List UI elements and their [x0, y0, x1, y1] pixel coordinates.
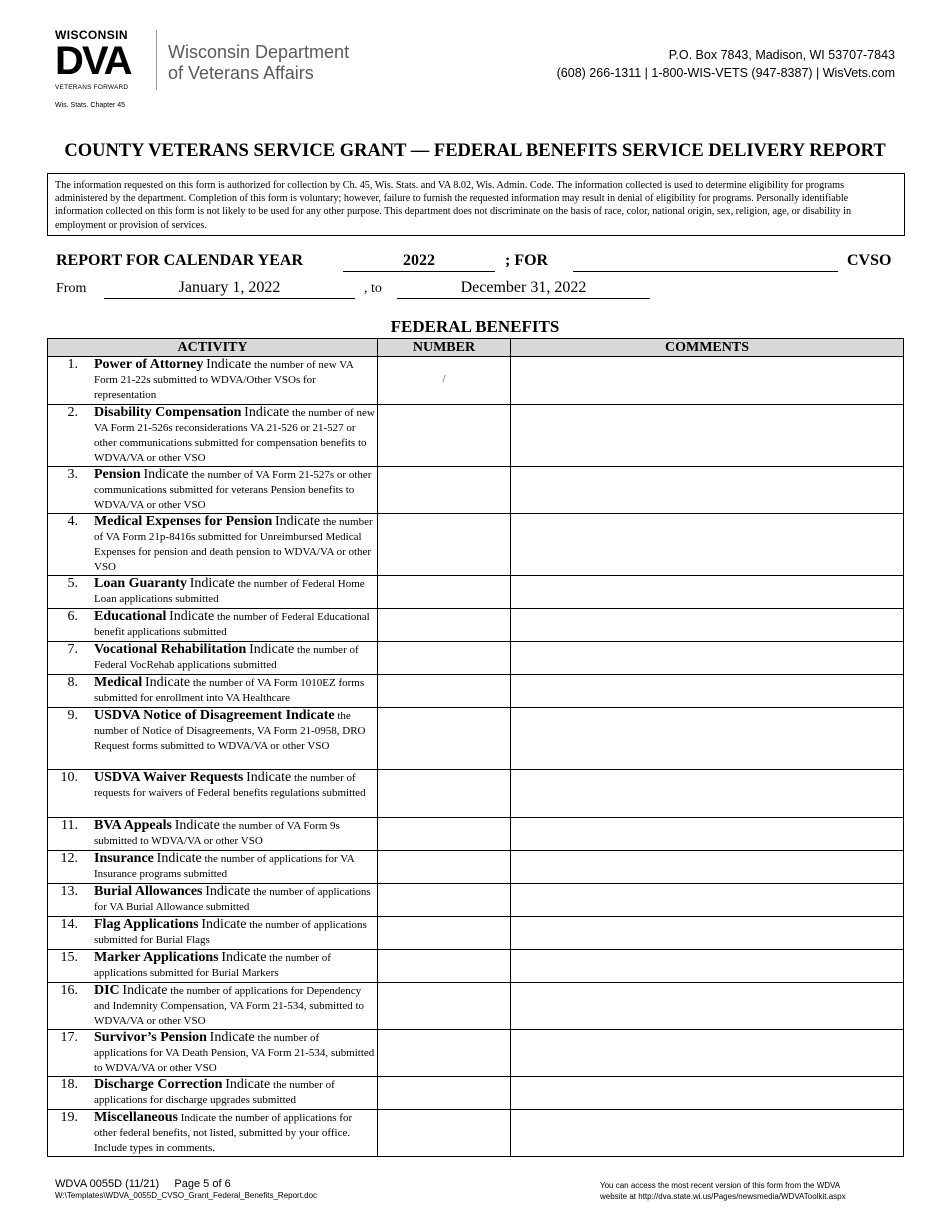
row-number: 18.	[60, 1077, 78, 1092]
activity-name: Disability Compensation	[94, 405, 242, 420]
comments-cell[interactable]	[511, 642, 904, 675]
activity-description: the number of Federal VocRehab applications submitted	[94, 644, 359, 671]
number-cell[interactable]	[378, 675, 511, 708]
activity-cell	[48, 609, 378, 642]
activity-name: Burial Allowances	[94, 884, 203, 899]
comments-cell[interactable]	[511, 609, 904, 642]
comments-column-header: COMMENTS	[511, 339, 904, 357]
logo-dva-text: DVA	[55, 39, 131, 83]
comments-cell[interactable]	[511, 405, 904, 467]
activity-cell	[48, 917, 378, 950]
logo-state-text: WISCONSIN	[55, 28, 128, 42]
table-row	[48, 675, 904, 708]
activity-cell	[48, 357, 378, 405]
activity-column-header: ACTIVITY	[48, 339, 378, 357]
number-cell[interactable]	[378, 917, 511, 950]
activity-indicate: Indicate	[249, 642, 295, 657]
comments-cell[interactable]	[511, 1030, 904, 1077]
form-access-note	[600, 1180, 846, 1202]
cvso-county-field[interactable]	[573, 252, 838, 272]
activity-description: the number of applications for VA Death Pension, VA Form 21-534, submitted to WDVA/VA or other VSO	[94, 1032, 375, 1074]
comments-cell[interactable]	[511, 1077, 904, 1110]
activity-description: the number of applications for Dependency and Indemnity Compensation, VA Form 21-534, submitted to WDVA/VA or other VSO	[94, 985, 365, 1027]
activity-indicate: Indicate	[122, 983, 168, 998]
number-cell[interactable]	[378, 1077, 511, 1110]
comments-cell[interactable]	[511, 818, 904, 851]
table-row	[48, 576, 904, 609]
row-number: 16.	[60, 983, 78, 998]
table-row	[48, 1077, 904, 1110]
comments-cell[interactable]	[511, 770, 904, 818]
template-path: W:\Templates\WDVA_0055D_CVSO_Grant_Federal_Benefits_Report.doc	[55, 1191, 318, 1200]
row-number: 5.	[67, 576, 78, 591]
row-number: 14.	[60, 917, 78, 932]
activity-cell	[48, 514, 378, 576]
activity-cell	[48, 884, 378, 917]
calendar-year-label: REPORT FOR CALENDAR YEAR	[56, 252, 304, 269]
activity-description: the number of VA Form 1010EZ forms submitted for enrollment into VA Healthcare	[94, 677, 365, 704]
activity-cell	[48, 950, 378, 983]
activity-name: BVA Appeals	[94, 818, 172, 833]
comments-cell[interactable]	[511, 950, 904, 983]
activity-name: Marker Applications	[94, 950, 219, 965]
from-label: From	[56, 281, 87, 296]
activity-description: the number of Notice of Disagreements, VA Form 21-0958, DRO Request forms submitted to WDVA/VA or other VSO	[94, 710, 366, 752]
activity-name: USDVA Waiver Requests	[94, 770, 244, 785]
form-title: COUNTY VETERANS SERVICE GRANT — FEDERAL BENEFITS SERVICE DELIVERY REPORT	[64, 141, 886, 161]
activity-name: Flag Applications	[94, 917, 199, 932]
number-cell[interactable]	[378, 514, 511, 576]
activity-description: the number of applications for VA Insurance programs submitted	[94, 853, 355, 880]
activity-description: the number of new VA Form 21-22s submitted to WDVA/Other VSOs for representation	[94, 359, 354, 401]
activity-description: Indicate the number of applications for other federal benefits, not listed, submitted by your office. Include types in comments.	[94, 1112, 353, 1154]
federal-benefits-table	[47, 338, 904, 1157]
table-row	[48, 642, 904, 675]
activity-indicate: Indicate	[209, 1030, 255, 1045]
table-row	[48, 514, 904, 576]
comments-cell[interactable]	[511, 1110, 904, 1157]
activity-indicate: Indicate	[225, 1077, 271, 1092]
row-number: 15.	[60, 950, 78, 965]
to-date-field[interactable]: December 31, 2022	[397, 279, 650, 299]
activity-name: Vocational Rehabilitation	[94, 642, 247, 657]
table-row	[48, 1110, 904, 1157]
activity-name: DIC	[94, 983, 120, 998]
table-row	[48, 357, 904, 405]
wdva-logo	[55, 28, 145, 112]
number-cell[interactable]	[378, 1110, 511, 1157]
row-number: 9.	[67, 708, 78, 723]
activity-indicate: Indicate	[221, 950, 267, 965]
activity-cell	[48, 851, 378, 884]
table-row	[48, 884, 904, 917]
table-header-row	[48, 339, 904, 357]
phone-and-website: (608) 266-1311 | 1-800-WIS-VETS (947-8387) | WisVets.com	[556, 66, 895, 80]
number-cell[interactable]	[378, 357, 511, 405]
activity-indicate: Indicate	[246, 770, 292, 785]
page-number: Page 5 of 6	[174, 1178, 231, 1190]
number-cell[interactable]	[378, 576, 511, 609]
number-cell[interactable]	[378, 708, 511, 770]
row-number: 6.	[67, 609, 78, 624]
activity-cell	[48, 405, 378, 467]
number-cell[interactable]	[378, 884, 511, 917]
number-cell[interactable]	[378, 770, 511, 818]
number-cell[interactable]	[378, 1030, 511, 1077]
activity-description: the number of Federal Educational benefit applications submitted	[94, 611, 370, 638]
activity-description: the number of applications for VA Burial Allowance submitted	[94, 886, 371, 913]
activity-name: Pension	[94, 467, 141, 482]
row-number: 10.	[60, 770, 78, 785]
number-cell[interactable]	[378, 642, 511, 675]
table-row	[48, 818, 904, 851]
activity-cell	[48, 576, 378, 609]
table-row	[48, 708, 904, 770]
number-cell[interactable]	[378, 983, 511, 1030]
department-line-2: of Veterans Affairs	[168, 63, 314, 83]
activity-cell	[48, 1110, 378, 1157]
calendar-year-field[interactable]: 2022	[343, 252, 495, 272]
access-line-2: website at http://dva.state.wi.us/Pages/newsmedia/WDVAToolkit.aspx	[600, 1192, 846, 1201]
activity-description: the number of applications submitted for Burial Flags	[94, 919, 367, 946]
activity-cell	[48, 770, 378, 818]
activity-name: Loan Guaranty	[94, 576, 187, 591]
logo-divider	[156, 30, 157, 90]
activity-cell	[48, 675, 378, 708]
activity-description: the number of Federal Home Loan applications submitted	[94, 578, 365, 605]
for-label: ; FOR	[505, 252, 549, 269]
form-id-and-page	[55, 1178, 231, 1190]
row-number: 8.	[67, 675, 78, 690]
activity-description: the number of new VA Form 21-526s reconsiderations VA 21-526 or 21-527 or other communications submitted for compensation benefits to WDVA/VA or other VSO	[94, 407, 375, 464]
row-number: 12.	[60, 851, 78, 866]
table-row	[48, 770, 904, 818]
from-date-field[interactable]: January 1, 2022	[104, 279, 355, 299]
number-cell[interactable]	[378, 609, 511, 642]
activity-cell	[48, 818, 378, 851]
activity-indicate: Indicate	[205, 884, 251, 899]
activity-name: Insurance	[94, 851, 154, 866]
comments-cell[interactable]	[511, 851, 904, 884]
activity-name: Medical Expenses for Pension	[94, 514, 273, 529]
activity-indicate: Indicate	[169, 609, 215, 624]
table-row	[48, 609, 904, 642]
activity-name: Survivor’s Pension	[94, 1030, 207, 1045]
access-line-1: You can access the most recent version of this form from the WDVA	[600, 1181, 841, 1190]
activity-indicate: Indicate	[143, 467, 189, 482]
contact-block	[557, 46, 895, 82]
department-name	[168, 42, 349, 84]
activity-name: USDVA Notice of Disagreement Indicate	[94, 708, 335, 723]
number-cell[interactable]	[378, 950, 511, 983]
form-id: WDVA 0055D (11/21)	[55, 1178, 160, 1190]
comments-cell[interactable]	[511, 983, 904, 1030]
section-title: FEDERAL BENEFITS	[390, 317, 560, 336]
activity-cell	[48, 1030, 378, 1077]
number-cell[interactable]	[378, 467, 511, 514]
activity-name: Miscellaneous	[94, 1110, 178, 1125]
row-number: 1.	[67, 357, 78, 372]
activity-description: the number of VA Form 21-527s or other communications submitted for veterans Pension benefits to WDVA/VA or other VSO	[94, 469, 372, 511]
activity-description: the number of applications submitted for Burial Markers	[94, 952, 331, 979]
activity-indicate: Indicate	[174, 818, 220, 833]
activity-name: Discharge Correction	[94, 1077, 223, 1092]
comments-cell[interactable]	[511, 884, 904, 917]
comments-cell[interactable]	[511, 467, 904, 514]
activity-name: Medical	[94, 675, 143, 690]
number-cell[interactable]	[378, 405, 511, 467]
comments-cell[interactable]	[511, 514, 904, 576]
mailing-address: P.O. Box 7843, Madison, WI 53707-7843	[668, 48, 895, 62]
activity-indicate: Indicate	[201, 917, 247, 932]
activity-indicate: Indicate	[275, 514, 321, 529]
comments-cell[interactable]	[511, 576, 904, 609]
comments-cell[interactable]	[511, 675, 904, 708]
row-number: 7.	[67, 642, 78, 657]
activity-cell	[48, 708, 378, 770]
row-number: 4.	[67, 514, 78, 529]
activity-indicate: Indicate	[144, 675, 191, 690]
table-row	[48, 851, 904, 884]
number-column-header: NUMBER	[378, 339, 511, 357]
activity-cell	[48, 983, 378, 1030]
privacy-notice: The information requested on this form is authorized for collection by Ch. 45, Wis. Stats. and VA 8.02, Wis. Admin. Code. The information collected is used to determine eligibility for programs administered by the department. Completion of this form is voluntary; however, failure to furnish the requested information may result in denial of eligibility for programs. Personally identifiable information collected on this form is not likely to be used for any other purpose. This department does not discriminate on the basis of race, color, national origin, sex, religion, age, or disability in employment or provision of services.	[47, 173, 905, 236]
number-cell[interactable]	[378, 818, 511, 851]
row-number: 17.	[60, 1030, 78, 1045]
number-value: /	[442, 373, 446, 385]
activity-indicate: Indicate	[156, 851, 202, 866]
activity-indicate: Indicate	[189, 576, 235, 591]
comments-cell[interactable]	[511, 708, 904, 770]
activity-description: the number of VA Form 9s submitted to WDVA/VA or other VSO	[94, 820, 340, 847]
number-cell[interactable]	[378, 851, 511, 884]
activity-description: the number of VA Form 21p-8416s submitted for Unreimbursed Medical Expenses for pension and death pension to WDVA/VA or other VSO	[94, 516, 373, 573]
activity-description: the number of applications for discharge upgrades submitted	[94, 1079, 335, 1106]
row-number: 13.	[60, 884, 78, 899]
activity-name: Educational	[94, 609, 167, 624]
row-number: 19.	[60, 1110, 78, 1125]
activity-cell	[48, 1077, 378, 1110]
row-number: 2.	[67, 405, 78, 420]
table-row	[48, 467, 904, 514]
activity-description: the number of requests for waivers of Federal benefits regulations submitted	[94, 772, 366, 799]
activity-cell	[48, 467, 378, 514]
table-row	[48, 917, 904, 950]
row-number: 3.	[67, 467, 78, 482]
comments-cell[interactable]	[511, 357, 904, 405]
comments-cell[interactable]	[511, 917, 904, 950]
activity-indicate: Indicate	[206, 357, 252, 372]
cvso-label: CVSO	[847, 252, 892, 269]
table-row	[48, 983, 904, 1030]
statute-chapter: Wis. Stats. Chapter 45	[55, 102, 126, 109]
table-row	[48, 1030, 904, 1077]
to-label: , to	[364, 281, 382, 296]
logo-tagline: VETERANS FORWARD	[55, 84, 129, 91]
activity-indicate: Indicate	[244, 405, 290, 420]
row-number: 11.	[61, 818, 78, 833]
table-row	[48, 405, 904, 467]
activity-cell	[48, 642, 378, 675]
department-line-1: Wisconsin Department	[168, 42, 350, 62]
activity-name: Power of Attorney	[94, 357, 204, 372]
table-row	[48, 950, 904, 983]
